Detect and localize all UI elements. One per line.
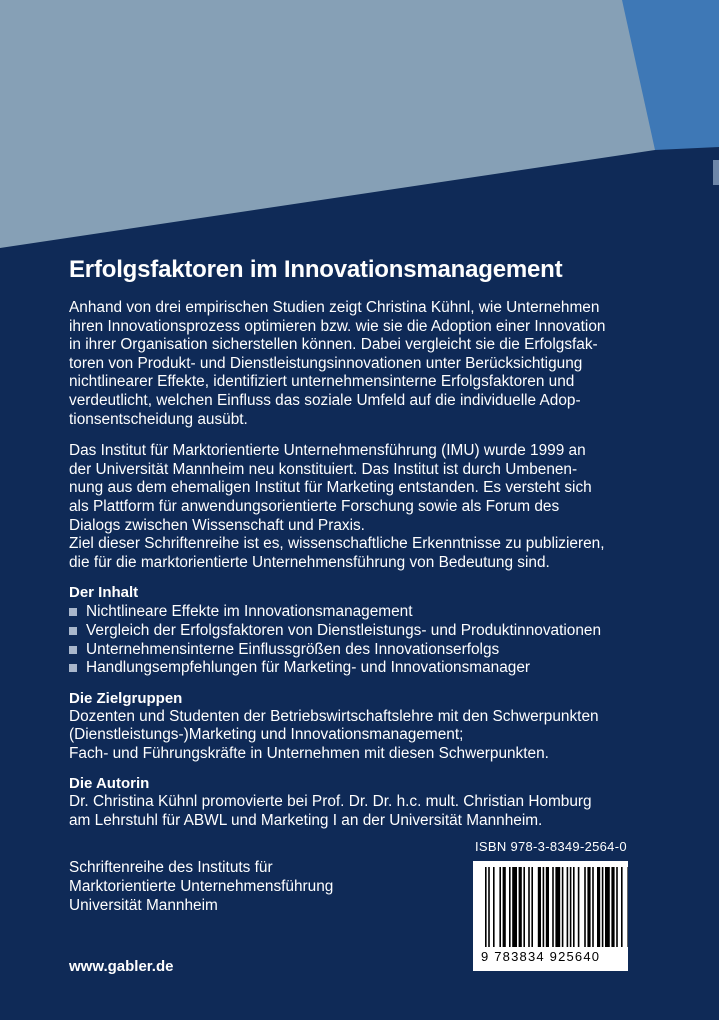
institute-line: die für die marktorientierte Unternehmensführung von Bedeutung sind. (69, 553, 550, 571)
intro-paragraph (69, 299, 659, 429)
intro-line: tionsentscheidung ausübt. (69, 410, 248, 428)
inhalt-list (69, 603, 659, 677)
square-bullet-icon (69, 608, 77, 616)
isbn-number: ISBN 978-3-8349-2564-0 (475, 839, 627, 854)
intro-line: in ihrer Organisation sicherstellen können. Dabei vergleicht sie die Erfolgsfak- (69, 336, 598, 354)
list-item: Nichtlineare Effekte im Innovationsmanagement (69, 603, 659, 622)
institute-line: als Plattform für anwendungsorientierte Forschung sowie als Forum des (69, 497, 560, 515)
institute-line: Dialogs zwischen Wissenschaft und Praxis. (69, 516, 365, 534)
institute-line: der Universität Mannheim neu konstituiert. Das Institut ist durch Umbenen- (69, 460, 578, 478)
intro-line: nichtlinearer Effekte, identifiziert unternehmensinterne Erfolgsfaktoren und (69, 373, 575, 391)
institute-line: Das Institut für Marktorientierte Unternehmensführung (IMU) wurde 1999 an (69, 442, 586, 460)
institute-line: nung aus dem ehemaligen Institut für Marketing entstanden. Es versteht sich (69, 479, 592, 497)
institute-line: Ziel dieser Schriftenreihe ist es, wissenschaftliche Erkenntnisse zu publizieren, (69, 535, 605, 553)
list-item: Vergleich der Erfolgsfaktoren von Dienstleistungs- und Produktinnovationen (69, 622, 659, 641)
square-bullet-icon (69, 664, 77, 672)
publisher-website[interactable]: www.gabler.de (69, 958, 174, 975)
book-title: Erfolgsfaktoren im Innovationsmanagement (69, 256, 563, 283)
autorin-heading: Die Autorin (69, 775, 150, 793)
zielgruppen-heading: Die Zielgruppen (69, 689, 183, 707)
intro-line: ihren Innovationsprozess optimieren bzw. wie sie die Adoption einer Innovation (69, 317, 606, 335)
inhalt-heading: Der Inhalt (69, 584, 139, 602)
autorin-text: Dr. Christina Kühnl promovierte bei Prof. Dr. Dr. h.c. mult. Christian Homburg am Lehrstuhl für ABWL und Marketing I an der Universität Mannheim. (69, 793, 592, 830)
barcode (473, 861, 628, 971)
zielgruppen-text: Dozenten und Studenten der Betriebswirtschaftslehre mit den Schwerpunkten (Dienstleistungs-)Marketing und Innovationsmanagement; Fach- und Führungskräfte in Unternehmen mit diesen Schwerpunkten. (69, 707, 599, 762)
back-cover-text (69, 255, 659, 831)
list-item: Unternehmensinterne Einflussgrößen des Innovationserfolgs (69, 641, 659, 660)
intro-line: toren von Produkt- und Dienstleistungsinnovationen unter Berücksichtigung (69, 354, 583, 372)
square-bullet-icon (69, 646, 77, 654)
intro-line: verdeutlicht, welchen Einfluss das soziale Umfeld auf die individuelle Adop- (69, 391, 581, 409)
intro-line: Anhand von drei empirischen Studien zeigt Christina Kühnl, wie Unternehmen (69, 299, 600, 316)
institute-paragraph (69, 442, 659, 572)
series-info: Schriftenreihe des Instituts für Marktorientierte Unternehmensführung Universität Mannheim (69, 859, 334, 914)
list-item: Handlungsempfehlungen für Marketing- und Innovationsmanager (69, 659, 659, 678)
barcode-digits: 9 783834 925640 (481, 949, 601, 964)
square-bullet-icon (69, 627, 77, 635)
